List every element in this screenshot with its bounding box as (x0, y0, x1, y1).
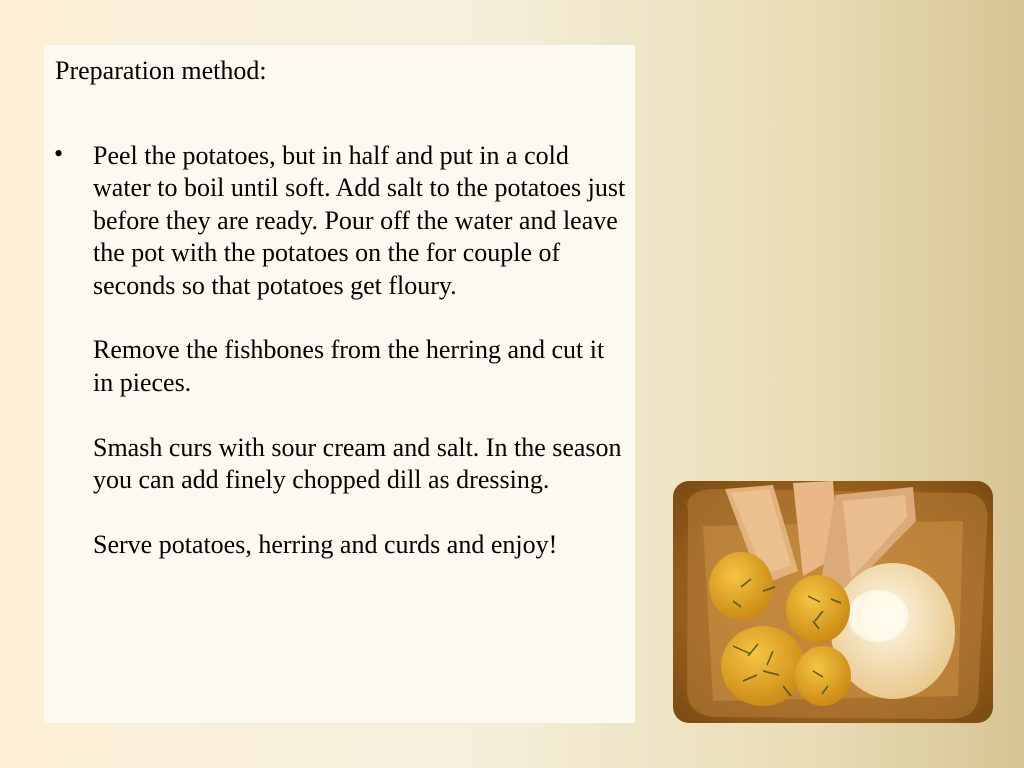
text-panel (44, 45, 635, 723)
instruction-paragraph: Peel the potatoes, but in half and put in a cold water to boil until soft. Add salt to the potatoes just before they are ready. Pour off the water and leave the pot with the potatoes on the for couple of seconds so that potatoes get floury. (93, 141, 626, 300)
instruction-paragraph: Remove the fishbones from the herring and cut it in pieces. (93, 335, 605, 397)
instruction-paragraph: Serve potatoes, herring and curds and enjoy! (93, 529, 558, 559)
instructions-body (93, 140, 628, 594)
preparation-heading: Preparation method: (55, 56, 267, 85)
bullet-marker: • (54, 139, 64, 168)
food-photo (673, 481, 993, 723)
food-photo-image (673, 481, 993, 723)
instruction-paragraph: Smash curs with sour cream and salt. In the season you can add finely chopped dill as dressing. (93, 432, 622, 495)
